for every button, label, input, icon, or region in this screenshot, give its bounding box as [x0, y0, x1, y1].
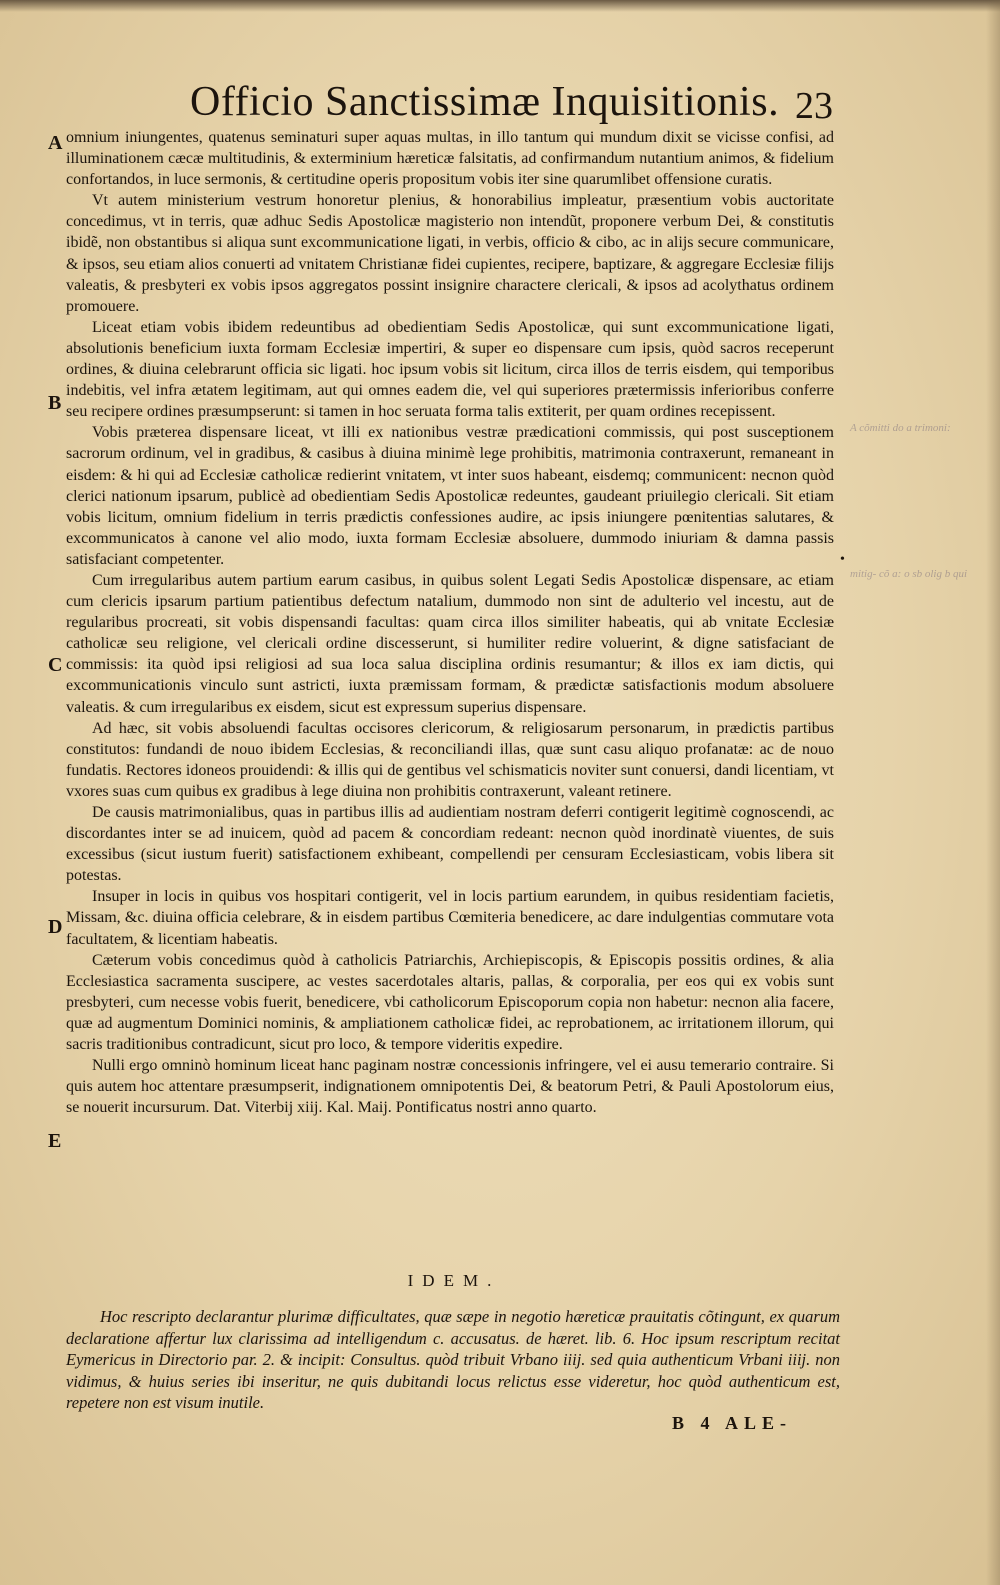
main-text-block: [66, 127, 834, 1118]
margin-letter-a: A: [48, 132, 63, 154]
paragraph: Vt autem ministerium vestrum honoretur plenius, & honorabilius impleatur, præsentium vobis auctoritate concedimus, vt in terris, quæ adhuc Sedis Apostolicæ magisterio non intendũt, proponere verbum Dei, & constitutis ibidẽ, non obstantibus si aliqua sunt excommunicatione ligati, in verbis, officio & cibo, ac in alijs secure communicare, & ipsos, seu etiam alios conuerti ad vnitatem Christianæ fidei cupientes, recipere, baptizare, & aggregare Ecclesiæ filijs valeatis, & presbyteri ex vobis ipsos aggregatos possint insignire charactere clericali, & ipsos ad acolythatus ordinem promouere.: [66, 192, 834, 315]
paragraph: Cum irregularibus autem partium earum casibus, in quibus solent Legati Sedis Apostolicæ dispensare, ac etiam cum clericis ipsarum partium patientibus defectum natalium, dummodo non sint de adulterio vel incestu, aut de regularibus procreati, sit vobis dispensandi facultas: quam circa illos similiter habeatis, qui ab vnitate Ecclesiæ catholicæ seu religione, vel clericali ordine discesserunt, si humiliter redire voluerint, & digne satisfaciant de commissis: ita quòd ipsi religiosi ad sua loca salua disciplina ordinis resumantur; & illos ex iam dictis, qui excommunicationis vinculo sunt astricti, iuxta præmissam formam, & prædictæ satisfactionis modum absoluere valeatis. & cum irregularibus ex eisdem, sicut est expressum superius dispensare.: [66, 571, 834, 716]
margin-letter-c: C: [48, 654, 63, 676]
paragraph: omnium iniungentes, quatenus seminaturi super aquas multas, in illo tantum qui mundum dixit se vicisse confisi, ad illuminationem cæcæ multitudinis, & exterminium hæreticæ falsitatis, ad confirmandum nutantium animos, & fidelium confortandos, in luce sermonis, & certitudine operis propositum vobis iter sine quarumlibet offensione curatis.: [66, 129, 834, 189]
paragraph: Vobis præterea dispensare liceat, vt illi ex nationibus vestræ prædicationi commissis, qui post susceptionem sacrorum ordinum, vel in gradibus, & casibus à diuina minimè lege prohibitis, matrimonia contraxerunt, remaneant in eisdem: & hi qui ad Ecclesiæ catholicæ redierint vnitatem, vt inter suos habeant, eisdemq; communicent: necnon quòd clerici nationum ipsarum, publicè ad obedientiam Sedis Apostolicæ redeuntes, gaudeant priuilegio clericali. Sit etiam vobis licitum, omnium fidelium in terris prædictis confessiones audire, ac ipsis iniungere pœnitentias salutares, & excommunicatos à canone vel alio modo, iuxta formam Ecclesiæ absoluere, dummodo iniuriam & damna passis satisfaciant competenter.: [66, 424, 834, 568]
margin-letter-e: E: [48, 1130, 62, 1152]
page-top-edge: [0, 0, 1000, 12]
paragraph: Nulli ergo omninò hominum liceat hanc paginam nostræ concessionis infringere, vel ei ausu temerario contraire. Si quis autem hoc attentare præsumpserit, indignationem omnipotentis Dei, & beatorum Petri, & Pauli Apostolorum eius, se nouerit incursurum. Dat. Viterbij xiij. Kal. Maij. Pontificatus nostri anno quarto.: [66, 1057, 834, 1117]
paragraph: Cæterum vobis concedimus quòd à catholicis Patriarchis, Archiepiscopis, & Episcopis possitis ordines, & alia Ecclesiastica sacramenta suscipere, ac vestes sacerdotales altaris, pallas, & corporalia, per eos qui ex vobis sunt presbyteri, cum necesse vobis fuerit, benedicere, vbi catholicorum Episcoporum copia non habetur: necnon alia facere, quæ ad augmentum Dominici nominis, & ampliationem catholicæ fidei, ac reprobationem, ac irritationem illorum, qui sacris traditionibus contradicunt, sicut pro loco, & tempore videritis expedire.: [66, 951, 834, 1054]
italic-summary-note: Hoc rescripto declarantur plurimæ difficultates, quæ sæpe in negotio hæreticæ prauitatis cõtingunt, ex quarum declaratione affertur lux clarissima ad intelligendum c. accusatus. de hæret. lib. 6. Hoc ipsum rescriptum recitat Eymericus in Directorio par. 2. & incipit: Consultus. quòd tribuit Vrbano iiij. sed quia authenticum Vrbani iiij. non vidimus, & huius series ibi inseritur, ne quis dubitandi locus relictus esse videretur, hoc quòd authenticum est, repetere non est visum inutile.: [66, 1307, 840, 1412]
page-right-shadow: [986, 0, 1000, 1585]
section-heading: IDEM.: [407, 1271, 501, 1290]
page-number: 23: [795, 85, 833, 127]
paragraph: De causis matrimonialibus, quas in partibus illis ad audientiam nostram deferri contigerit legitimè cognoscendi, ac discordantes inter se ad inuicem, quòd ad pacem & concordiam redeant: necnon quòd inordinatè viuentes, de suis excessibus (sicut iustum fuerit) satisfactionem exhibeant, compellendi per censuram Ecclesiasticam, vobis libera sit potestas.: [66, 804, 834, 885]
margin-letter-b: B: [48, 392, 62, 414]
signature-catchword: B 4 ALE-: [672, 1413, 793, 1433]
bleed-through-note-1: A cõmitti do a trimoni:: [850, 422, 951, 434]
margin-dot-marker: •: [840, 552, 845, 567]
running-head-title: Officio Sanctissimæ Inquisitionis.: [190, 79, 780, 125]
paragraph: Liceat etiam vobis ibidem redeuntibus ad obedientiam Sedis Apostolicæ, qui sunt excommunicatione ligati, absolutionis beneficium iuxta formam Ecclesiæ impertiri, & super eo dispensare cum ipsis, quòd sacros receperunt ordines, & diuina celebrarunt officia sic ligati. hoc ipsum vobis sit licitum, circa illos de terris eisdem, qui temporibus indebitis, vel infra ætatem legitimam, aut qui omnes eadem die, vel qui superiores prætermissis inferioribus conferre seu recipere ordines præsumpserunt: si tamen in hoc seruata forma talis extiterit, per quam ordines recepissent.: [66, 318, 834, 421]
margin-letter-d: D: [48, 916, 63, 938]
paragraph: Ad hæc, sit vobis absoluendi facultas occisores clericorum, & religiosarum personarum, in prædictis partibus constitutos: fundandi de nouo ibidem Ecclesias, & reconciliandi illas, quæ sunt casu aliquo profanatæ: ac de nouo fundatis. Rectores idoneos prouidendi: & illis qui de gentibus vel schismaticis noviter sunt conuersi, dandi licentiam, vt vxores suas cum quibus ex gradibus à lege diuina non prohibitis contraxerunt, valeant retinere.: [66, 719, 834, 800]
bleed-through-note-2: mitig- cõ a: o sb olig b qui: [850, 568, 968, 580]
paragraph: Insuper in locis in quibus vos hospitari contigerit, vel in locis partium earundem, in quibus residentiam facietis, Missam, &c. diuina officia celebrare, & in eisdem partibus Cœmiteria benedicere, ac dare indulgentias commutare vota facultatem, & licentiam habeatis.: [66, 888, 834, 948]
